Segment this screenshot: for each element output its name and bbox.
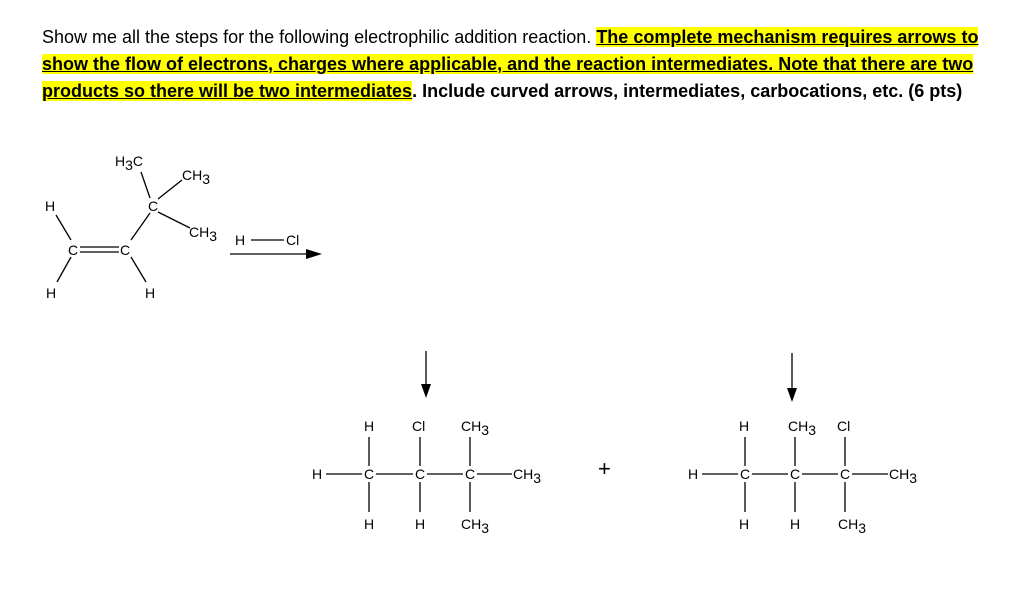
reagent-h: H: [235, 232, 246, 248]
p1-c3: C: [465, 466, 476, 482]
bond-h-lower-left: [57, 257, 71, 282]
p1-ch3-top: CH3: [461, 418, 490, 438]
p2-ch3-right: CH3: [889, 466, 918, 486]
p2-c2: C: [790, 466, 801, 482]
reactant-quaternary-c: C: [148, 198, 159, 214]
p2-h-top: H: [739, 418, 750, 434]
reactant-alkene-c-left: C: [68, 242, 79, 258]
question-highlight: The complete mechanism requires arrows to show the flow of electrons, charges where applicable, and the reaction intermediates. Note that there are two products so there will be two intermediates: [42, 27, 979, 101]
bond-h3c-c: [141, 172, 150, 198]
question-after-highlight: . Include curved arrows, intermediates, carbocations, etc. (6 pts): [412, 81, 963, 101]
p1-ch3-right: CH3: [513, 466, 542, 486]
p1-h-bottom1: H: [364, 516, 375, 532]
reagent-cl: Cl: [286, 232, 300, 248]
p1-c1: C: [364, 466, 375, 482]
p2-h-bottom1: H: [739, 516, 750, 532]
product2-arrow-head: [787, 388, 797, 402]
p1-h-left: H: [312, 466, 323, 482]
reactant-ch3-right-label: CH3: [189, 224, 218, 244]
plus-sign: +: [598, 456, 611, 481]
reactant-structure: [56, 172, 190, 282]
bond-c-alkene: [131, 213, 150, 240]
p1-ch3-bottom: CH3: [461, 516, 490, 536]
reactant-alkene-c-right: C: [120, 242, 131, 258]
reactant-h-lower-right: H: [145, 285, 156, 301]
p2-cl-top: Cl: [837, 418, 851, 434]
question-intro: Show me all the steps for the following electrophilic addition reaction.: [42, 27, 597, 47]
p2-h-bottom2: H: [790, 516, 801, 532]
p1-c2: C: [415, 466, 426, 482]
p2-c3: C: [840, 466, 851, 482]
bond-ch3top-c: [158, 180, 182, 199]
product1-arrow-head: [421, 384, 431, 398]
p1-h-top: H: [364, 418, 375, 434]
reactant-ch3-top-label: CH3: [182, 167, 211, 187]
reaction-arrow-head: [306, 249, 322, 259]
p2-h-left: H: [688, 466, 699, 482]
p1-h-bottom2: H: [415, 516, 426, 532]
reactant-h-upper-left: H: [45, 198, 56, 214]
bond-c-ch3right: [158, 212, 190, 228]
p2-ch3-bottom: CH3: [838, 516, 867, 536]
bond-h-lower-right: [131, 257, 146, 282]
p1-cl-top: Cl: [412, 418, 426, 434]
p2-c1: C: [740, 466, 751, 482]
p2-ch3-top: CH3: [788, 418, 817, 438]
reactant-h-lower-left: H: [46, 285, 57, 301]
reactant-h3c-label: H3C: [115, 153, 144, 173]
bond-h-upper-left: [56, 215, 71, 240]
